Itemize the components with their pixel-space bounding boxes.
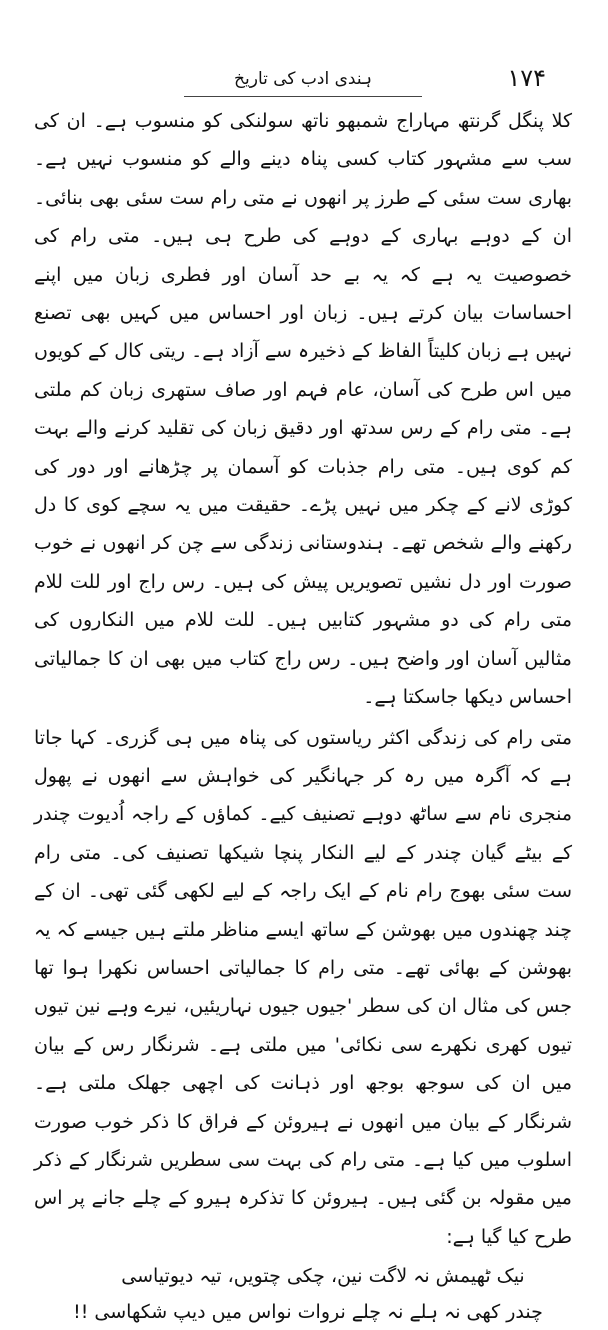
paragraph: متی رام کی زندگی اکثر ریاستوں کی پناہ میں ہی گزری۔ کہا جاتا ہے کہ آگرہ میں رہ کر جہانگیر کی خواہش سے انھوں نے پھول منجری نام سے ساٹھ دوہے تصنیف کیے۔ کماؤں کے راجہ اُدیوت چندر کے بیٹے گیان چندر کے لیے النکار پنچا شیکھا تصنیف کی۔ متی رام ست سئی بھوج رام نام کے ایک راجہ کے لیے لکھی گئی تھی۔ ان کے چند چھندوں میں بھوشن کے ساتھ ایسے مناظر ملتے ہیں جیسے کہ یہ بھوشن کے بھائی تھے۔ متی رام کا جمالیاتی احساس نکھرا ہوا تھا جس کی مثال ان کی سطر 'جیوں جیوں نہاریئیں، نیرے وہے نین تیوں تیوں کھری نکھرے سی نکائی' میں ملتی ہے۔ شرنگار رس کے بیان میں ان کی سوجھ بوجھ اور ذہانت کی اچھی جھلک ملتی ہے۔ شرنگار کے بیان میں انھوں نے ہیروئن کے فراق کا ذکر خوب صورت اسلوب میں کیا ہے۔ متی رام کی بہت سی سطریں شرنگار کے ذکر میں مقولہ بن گئی ہیں۔ ہیروئن کا تذکرہ ہیرو کے چلے جانے پر اس طرح کیا گیا ہے: bbox=[34, 726, 572, 1248]
page-number: ۱۷۴ bbox=[507, 64, 546, 92]
page-header bbox=[34, 62, 572, 102]
body-text bbox=[34, 102, 572, 1256]
verse-block bbox=[34, 1258, 572, 1330]
verse-line: چندر کھی نہ ہلے نہ چلے نروات نواس میں دیپ شکھاسی !! bbox=[73, 1301, 543, 1324]
header-divider bbox=[184, 96, 422, 97]
running-title: ہندی ادب کی تاریخ bbox=[234, 69, 372, 89]
verse-line: نیک ٹھیمش نہ لاگت نین، چکی چتویں، تیہ دیوتیاسی bbox=[121, 1265, 525, 1288]
paragraph: کلا پنگل گرنتھ مہاراج شمبھو ناتھ سولنکی کو منسوب ہے۔ ان کی سب سے مشہور کتاب کسی پناہ دینے والے کو منسوب نہیں ہے۔ بھاری ست سئی کے طرز پر انھوں نے متی رام ست سئی بھی بنائی۔ ان کے دوہے بہاری کے دوہے کی طرح ہی ہیں۔ متی رام کی خصوصیت یہ ہے کہ یہ بے حد آسان اور فطری زبان میں اپنے احساسات بیان کرتے ہیں۔ زبان اور احساس میں کہیں بھی تصنع نہیں ہے زبان کلیتاً الفاظ کے ذخیرہ سے آزاد ہے۔ ریتی کال کے کویوں میں اس طرح کی آسان، عام فہم اور صاف ستھری زبان کم ملتی ہے۔ متی رام کے رس سدتھ اور دقیق زبان کی تقلید کرنے والے بہت کم کوی ہیں۔ متی رام جذبات کو آسمان پر چڑھانے اور دور کی کوڑی لانے کے چکر میں نہیں پڑے۔ حقیقت میں یہ سچے کوی کا دل رکھنے والے شخص تھے۔ ہندوستانی زندگی سے چن کر انھوں نے خوب صورت اور دل نشیں تصویریں پیش کی ہیں۔ رس راج اور للت للام متی رام کی دو مشہور کتابیں ہیں۔ للت للام میں النکاروں کی مثالیں آسان اور واضح ہیں۔ رس راج کتاب میں بھی ان کا جمالیاتی احساس دیکھا جاسکتا ہے۔ bbox=[34, 110, 572, 709]
